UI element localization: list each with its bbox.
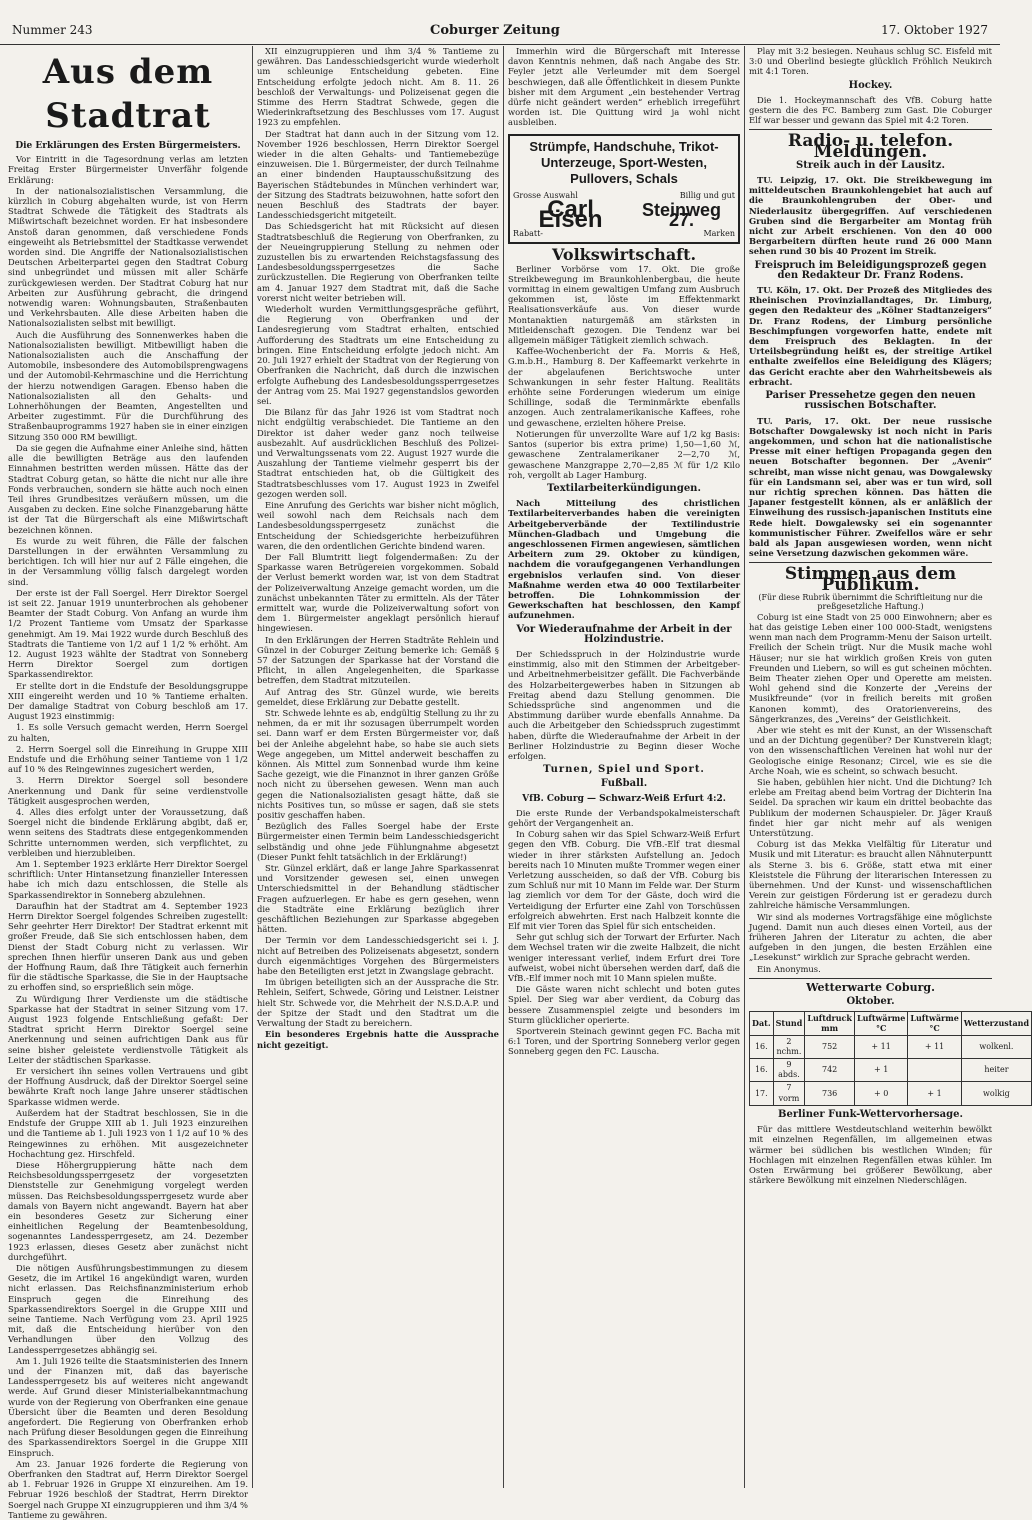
funk-title: Berliner Funk-Wettervorhersage. bbox=[778, 1108, 963, 1120]
paragraph: Wiederholt wurden Vermittlungsgespräche geführt, die Regierung von Oberfranken und der Landesregierung vom Stadtrat erhalten, entschied Aufforderung des Stadtrats um eine Entscheidung zu bringen. Eine Entscheidung erfolgte jedoch nicht. Am 20. Juli 1927 erhielt der Stadtrat von der Regierung von Oberfranken die Nachricht, daß durch die inzwischen erfolgte Aufhebung des Landesbesoldungssperrgesetzes der Antrag vom 25. Mai 1927 gegenstandslos geworden sei. bbox=[257, 304, 499, 406]
paragraph: Der Stadtrat hat dann auch in der Sitzung vom 12. November 1926 beschlossen, Herrn Direktor Soergel wieder in die alten Gehalts- und Tantiemebezüge einzuweisen. Die 1. Bürgermeister, der durch Teilnahme an einer bindenden Hauptausschußsitzung des Bayerischen Städtebundes in München verhindert war, der Sitzung des Stadtrats beizuwohnen, hatte sofort den neuen Beschluß des Stadtrats der bayer. Landesschiedsgericht mitgeteilt. bbox=[257, 128, 499, 221]
column-divider bbox=[252, 46, 253, 1488]
paragraph: In den Erklärungen der Herren Stadträte Rehlein und Günzel in der Coburger Zeitung bemerke ich: Gemäß § 57 der Satzungen der Sparkasse hat der Vorstand die Pflicht, in allen Angelegenheiten, die Sparkasse betreffen, dem Stadtrat mitzuteilen. bbox=[257, 634, 499, 686]
weather-row bbox=[750, 1082, 1032, 1105]
weather-header-cell: Stund bbox=[773, 1012, 805, 1035]
holz-body: Der Schiedsspruch in der Holzindustrie wurde einstimmig, also mit den Stimmen der Arbeitgeber- und Arbeitnehmerbeisitzer gefällt. Die Fachverbände des Holzarbeitergewerbes haben in Sitzungen ab Freitag abend dazu Stellung genommen. Die Schiedssprüche sind angenommen und die Abstimmung darüber wurde ebenfalls Annahme. Da auch die Arbeitgeber den Schiedsspruch zugestimmt haben, dürfte die Wiederaufnahme der Arbeit in der Berliner Holzindustrie zu Beginn dieser Woche erfolgen. bbox=[508, 648, 740, 761]
article-closing: Ein besonderes Ergebnis hatte die Aussprache nicht gezeitigt. bbox=[257, 1029, 499, 1050]
ad-line-3: Pullovers, Schals bbox=[570, 170, 678, 186]
paragraph: Die nötigen Ausführungsbestimmungen zu diesem Gesetz, die im Artikel 16 angekündigt waren, wurden nicht erlassen. Das Reichsfinanzministerium erhob Einspruch gegen die Einreihung des Sparkassendirektors Soergel in die Gruppe XIII und seine Tantieme. Nach Verfügung vom 23. April 1925 mit, daß die Entscheidung hierüber von den Verhandlungen über den Vollzug des Landessperrgesetzes abhängig sei. bbox=[8, 1262, 248, 1355]
weather-cell: 7 vorm bbox=[773, 1082, 805, 1105]
paragraph: Diese Höhergruppierung hätte nach dem Reichsbesoldungssperrgesetz der vorgesetzten Dienststelle zur Genehmigung vorgelegt werden müssen. Das Reichsbesoldungssperrgesetz wurde aber damals von Bayern nicht angewandt. Bayern hat aber ein besonderes Gesetz zur Sicherung einer einheitlichen Regelung der Beamtenbesoldung, sogenanntes Landessperrgesetz, am 24. Dezember 1923 erlassen, dieses Gesetz aber zunächst nicht durchgeführt. bbox=[8, 1159, 248, 1262]
paragraph: Die Bilanz für das Jahr 1926 ist vom Stadtrat noch nicht endgültig verabschiedet. Die Tantieme an den Direktor ist daher weder ganz noch teilweise ausbezahlt. Auf ausdrücklichen Beschluß des Polizei- und Verwaltungssenats vom 22. August 1927 wurde die Auszahlung der Tantieme vielmehr gesperrt bis der Stadtrat entschieden hat, ob die Gültigkeit des Stadtratsbeschlusses vom 17. August 1923 in Zweifel gezogen werden soll. bbox=[257, 407, 499, 499]
paragraph: Str. Günzel erklärt, daß er lange Jahre Sparkassenrat und Vorsitzender gewesen sei, einen unwegen Unterschiedsmittel in der Behandlung städtischer Fragen aufzuerlegen. Er habe es gern gesehen, wenn die Stadträte eine Erklärung bezüglich ihrer geschäftlichen Beziehungen zur Sparkasse abgegeben hätten. bbox=[257, 863, 499, 935]
weather-header-cell: Dat. bbox=[750, 1012, 774, 1035]
section-hockey: Hockey. bbox=[848, 79, 893, 91]
weather-cell: 742 bbox=[805, 1059, 855, 1082]
paragraph: In Coburg sahen wir das Spiel Schwarz-Weiß Erfurt gegen den VfB. Coburg. Die VfB.-Elf trat diesmal wieder in ihrer stärksten Aufstellung an. Jedoch bereits nach 10 Minuten mußte Trommer wegen einer Verletzung ausscheiden, so daß der VfB. Coburg bis zum Schluß nur mit 10 Mann im Felde war. Der Sturm lag ziemlich vor dem Tor der Gäste, doch wird die Verteidigung der Erfurter eine Zahl von Torschüssen erfolgreich abwehrten. Erst nach Halbzeit konnte die Elf mit vier Toren das Spiel für sich entscheiden. bbox=[508, 829, 740, 932]
weather-cell: 752 bbox=[805, 1035, 855, 1058]
weather-cell: 9 abds. bbox=[773, 1059, 805, 1082]
paragraph: Sportverein Steinach gewinnt gegen FC. Bacha mit 6:1 Toren, und der Sportring Sonneberg verlor gegen Sonneberg gegen den FC. Lauscha. bbox=[508, 1026, 740, 1057]
paragraph: Coburg ist eine Stadt von 25 000 Einwohnern; aber es hat das geistige Leben einer 100 000-Stadt, wenigstens wenn man nach dem Programm-Menu der Saison urteilt. Freilich der Schein trügt. Nur die Musik mache wohl Häuser; nur sie hat wirklich großen Kreis von guten Freunden und Liebern, so will es gut scheinen möchten. Beim Theater ziehen Oper und Operette am meisten. Wohl gehend sind die Konzerte der „Vereins der Musikfreunde“ (vor in freilich bereits mit großen Kanonen kommt), des Oratorienvereins, des Sängerkranzes, des „Vereins“ der Geistlichkeit. bbox=[749, 611, 992, 724]
paragraph: Coburg ist das Mekka Vielfältig für Literatur und Musik und mit Literatur: es braucht allen Nähnuterpuntt als Sterne 3. bis 6. Größe, statt etwa mit einer Kleiststele die Führung der literarischen Interessen zu übernehmen. Und der Kunst- und wissenschaftlichen Verein zur geistigen Förderung ist er geradezu durch zahlreiche hämische Versammlungen. bbox=[749, 839, 992, 911]
paragraph: 1. Es solle Versuch gemacht werden, Herrn Soergel zu halten, bbox=[8, 722, 248, 743]
paragraph: Er stellte dort in die Endstufe der Besoldungsgruppe XIII eingereiht werden und 10 % Tantieme erhalten. Der damalige Stadtrat von Coburg beschloß am 17. August 1923 einstimmig: bbox=[8, 680, 248, 722]
weather-month: Oktober. bbox=[846, 996, 895, 1008]
paragraph: Vor Eintritt in die Tagesordnung verlas am letzten Freitag Erster Bürgermeister Unverfähr folgende Erklärung: bbox=[8, 154, 248, 185]
paris-title: Pariser Pressehetze gegen den neuen russischen Botschafter. bbox=[765, 390, 976, 412]
weather-cell: 17. bbox=[750, 1082, 774, 1105]
paris-body: TU. Paris, 17. Okt. Der neue russische Botschafter Dowgalewsky ist noch nicht in Paris angekommen, und schon hat die nationalistische Presse mit einer heftigen Propaganda gegen den neuen Botschafter begonnen. Der „Avenir“ schreibt, man wisse nicht genau, was Dowgalewsky für ein Landsmann sei, aber was er tun wird, soll nur richtig sprechen können. Das hätten die Japaner festgestellt können, als er anläßlich der Einweihung des russisch-japanischen Instituts eine Rede hielt. Dowgalewsky sei ein sogenannter kommunistischer Führer. Zweifellos wäre er sehr bald als Japan ausgewiesen worden, wenn nicht seine Versetzung dazwischen gekommen wäre. bbox=[749, 415, 992, 559]
column-stadtrat-part2 bbox=[257, 46, 499, 1486]
publikum-body bbox=[749, 612, 992, 974]
paragraph: Er versichert ihn seines vollen Vertrauens und gibt der Hoffnung Ausdruck, daß der Direktor Soergel seine bewährte Kraft noch lange Jahre unserer städtischen Sparkasse widmen werde. bbox=[8, 1066, 248, 1107]
ad-line-1: Strümpfe, Handschuhe, Trikot- bbox=[529, 138, 719, 154]
match-headline: VfB. Coburg — Schwarz-Weiß Erfurt 4:2. bbox=[522, 793, 726, 804]
weather-cell: + 1 bbox=[854, 1059, 907, 1082]
weather-cell: 2 nchm. bbox=[773, 1035, 805, 1058]
paragraph: Der Fall Blumtritt liegt folgendermaßen: Zu der Sparkasse waren Betrügereien vorgekommen. Sobald der Verlust bemerkt worden war, ist von dem Stadtrat der Polizeiverwaltung Anzeige gemacht worden, um die zunächst unbekannten Täter zu ermitteln. Als der Täter ermittelt war, wurde die Polizeiverwaltung sofort von dem 1. Bürgermeister angeklagt persönlich hierauf hingewiesen. bbox=[257, 551, 499, 634]
column-news-public bbox=[749, 46, 1030, 1486]
section-volkswirtschaft: Volkswirtschaft. bbox=[551, 245, 697, 265]
weather-header-cell: Luftdruck mm bbox=[805, 1012, 855, 1035]
paragraph: Ein Anonymus. bbox=[757, 963, 821, 974]
paragraph: Daraufhin hat der Stadtrat am 4. September 1923 Herrn Direktor Soergel folgendes Schreiben zugestellt: Sehr geehrter Herr Direktor! Der Stadtrat erkennt mit großer Freude, daß Sie sich entschlossen haben, dem Dienst der Stadt Coburg nicht zu verlassen. Wir sprechen Ihnen hierfür unseren Dank aus und geben der Hoffnung Raum, daß Ihre Tätigkeit auch fernerhin für die städtische Sparkasse, die Sie in der Hauptsache zu erhoffen sind, so ersprießlich sein möge. bbox=[8, 900, 248, 993]
paragraph: Auch die Ausführung des Sonnenwerkes haben die Nationalsozialisten bewilligt. Mitbewilligt haben die Nationalsozialisten auch die Anschaffung der Automobile, insbesondere des Automobilsprengwagens und der Automobil-Kehrmaschine und die Herrichtung der hierzu notwendigen Garagen. Ebenso haben die Nationalsozialisten all den Gehalts- und Lohnerhöhungen der Beamten, Angestellten und Arbeiter zugestimmt. Für die Durchführung des Straßenbauprogramms 1927 haben sie in einer einzigen Sitzung 350 000 RM bewilligt. bbox=[8, 329, 248, 442]
newspaper-name: Coburger Zeitung bbox=[430, 23, 560, 38]
ad-left-bottom: Rabatt- bbox=[513, 229, 543, 239]
freispruch-title: Freispruch im Beleidigungsprozeß gegen den Redakteur Dr. Franz Rodens. bbox=[754, 259, 987, 281]
paragraph: XII einzugruppieren und ihm 3/4 % Tantieme zu gewähren. Das Landesschiedsgericht wurde wiederholt um schleunige Entscheidung gebeten. Eine Entscheidung erfolgte jedoch nicht. Am 8. 11. 26 beschloß der Verwaltungs- und Polizeisenat gegen die Stimme des Herrn Stadtrat Schwede, gegen die Wiederinkraftsetzung des Beschlusses vom 17. August 1923 zu empfehlen. bbox=[257, 46, 499, 128]
ad-left-top: Grosse Auswahl bbox=[513, 190, 578, 200]
paragraph: Am 1. Juli 1926 teilte die Staatsministerien des Innern und der Finanzen mit, daß das bayerische Landessperrgesetz bis auf weiteres nicht angewandt werde. Auf Grund dieser Ministerialbekanntmachung wurde von der Regierung von Oberfranken eine genaue Übersicht über die Beamten und deren Besoldung angefordert. Die Regierung von Oberfranken erhob nach Prüfung dieser Besoldungen gegen die Einreihung des Sparkassendirektors Soergel in die Gruppe XIII Einspruch. bbox=[8, 1355, 248, 1458]
section-publikum: Stimmen aus dem Publikum. bbox=[784, 564, 957, 595]
ad-street: Steinweg 27. bbox=[642, 199, 722, 231]
economy-body bbox=[508, 264, 740, 480]
section-radio: Radio- u. telefon. Meldungen. bbox=[787, 131, 954, 162]
paragraph: Im übrigen beteiligten sich an der Aussprache die Str. Rehlein, Seifert, Schwede, Göring und Leistner. Leistner hielt Str. Schwede vor, die Mehrheit der N.S.D.A.P. und der Spitze der Stadt und den Stadtrat um die Verwaltung der Stadt zu bereichern. bbox=[257, 977, 499, 1029]
weather-cell: + 0 bbox=[854, 1082, 907, 1105]
paragraph: Der Termin vor dem Landesschiedsgericht sei i. J. nicht auf Betreiben des Polizeisenats abgesetzt, sondern durch eigenmächtiges Vorgehen des Bürgermeisters habe den Beteiligten erst jetzt in Zwangslage gebracht. bbox=[257, 935, 499, 977]
weather-cell bbox=[908, 1059, 961, 1082]
paragraph: Str. Schwede lehnte es ab, endgültig Stellung zu ihr zu nehmen, da er mit ihr sozusagen überrumpelt worden sei. Dann warf er dem Ersten Bürgermeister vor, daß bei der Anleihe abgelehnt habe, so habe sie auch siets Wege angegeben, um Mittel anderweit beschaffen zu können. Als Mittel zum Sonnenbad wurde ihm keine Sache gezeigt, wie die Finanznot in ihrer ganzen Größe noch nicht zu übersehen gewesen. Wenn man auch gegen die Nationalsozialisten gesagt hätte, daß sie nichts Positives tun, so müsse er sagen, daß sie stets positiv geschaffen haben. bbox=[257, 708, 499, 821]
section-sport: Turnen, Spiel und Sport. bbox=[543, 764, 705, 776]
weather-cell: 16. bbox=[750, 1035, 774, 1058]
paragraph: Berliner Vorbörse vom 17. Okt. Die große Streikbewegung im Braunkohlenbergbau, die heute vormittag in einem gewaltigen Umfang zum Ausbruch gekommen ist, löste im Effektenmarkt Realisationsverkäufe aus. Von dieser wurde Montanaktien naturgemäß am stärksten in Mitleidenschaft gezogen. Die Tendenz war bei allgemein mäßiger Tätigkeit ziemlich schwach. bbox=[508, 263, 740, 346]
sport-continued: Play mit 3:2 besiegen. Neuhaus schlug SC. Eisfeld mit 3:0 und Oberlind besiegte glücklich Fröhlich Neukirch mit 4:1 Toren. bbox=[749, 46, 992, 77]
stadtrat-intro: Immerhin wird die Bürgerschaft mit Interesse davon Kenntnis nehmen, daß nach Angabe des Str. Feyler jetzt alle Verleumder mit dem Soergel beschwiegen, daß alle Öffentlichkeit in diesem Punkte bisher mit dem Argument „ein bestehender Vertrag dürfe nicht geändert werden“ erheblich irregeführt worden ist. Die Quittung wird ja wohl nicht ausbleiben. bbox=[508, 46, 740, 128]
paragraph: Außerdem hat der Stadtrat beschlossen, Sie in die Endstufe der Gruppe XIII ab 1. Juli 1923 einzureihen und die Tantieme ab 1. Juli 1923 von 1 1/2 auf 10 % des Reingewinnes zu erhöhen. Mit ausgezeichneter Hochachtung gez. Hirschfeld. bbox=[8, 1107, 248, 1159]
article-title: Aus dem Stadtrat bbox=[42, 52, 214, 136]
weather-header-cell: Wetterzustand bbox=[961, 1012, 1031, 1035]
section-holz: Vor Wiederaufnahme der Arbeit in der Holzindustrie. bbox=[516, 623, 732, 645]
weather-header-cell: Luftwärme °C bbox=[908, 1012, 961, 1035]
paragraph: Kaffee-Wochenbericht der Fa. Morris & Heß, G.m.b.H., Hamburg 8. Der Kaffeemarkt verkehrte in der abgelaufenen Berichtswoche unter Schwankungen in sehr fester Haltung. Realitäts erhöhte seine Forderungen wiederum um einige Schillinge, sodaß die Terminmärkte ebenfalls anzogen. Auch zentralamerikanische Kaffees, rohe und gewaschene, erzielten höhere Preise. bbox=[508, 346, 740, 428]
ad-right-top: Billig und gut bbox=[679, 190, 735, 200]
paragraph: Notierungen für unverzollte Ware auf 1/2 kg Basis: Santos (superior bis extra prime) 1,50—1,60 ℳ, gewaschene Zentralamerikaner 2—2,70 ℳ, gewaschene Manzgrappe 2,70—2,85 ℳ für 1/2 Kilo roh, vergollt ab Lager Hamburg. bbox=[508, 428, 740, 480]
paragraph: Sie haben, gebühlen hier nicht. Und die Dichtung? Ich erlebe am Freitag abend beim Vortrag der Dichterin Ina Seidel. Da sprachen wir kaum ein drittel beobachte das Publikum der modernen Schauspieler. Dr. Jäger Krauß findet hier gar nicht mehr auf als wenigen Unterstützung. bbox=[749, 777, 992, 839]
paragraph: Am 1. September 1923 erklärte Herr Direktor Soergel schriftlich: Unter Hintansetzung finanzieller Interessen habe ich mich dazu entschlossen, die Stelle als Sparkassendirektor in Sonneberg abzulehnen. bbox=[8, 859, 248, 900]
article-body bbox=[8, 154, 248, 1520]
paragraph: Die Gäste waren nicht schlecht und boten gutes Spiel. Der Sieg war aber verdient, da Coburg das bessere Zusammenspiel zeigte und besonders im Sturm glücklicher operierte. bbox=[508, 984, 740, 1025]
weather-header-cell: Luftwärme °C bbox=[854, 1012, 907, 1035]
weather-cell: heiter bbox=[961, 1059, 1031, 1082]
streik-body: TU. Leipzig, 17. Okt. Die Streikbewegung im mitteldeutschen Braunkohlengebiet hat auch auf die Braunkohlengruben der Ober- und Niederlausitz übergegriffen. Auf verschiedenen Gruben sind die Bergarbeiter am Montag früh nicht zur Arbeit erschienen. Von den 40 000 Bergarbeitern dürften heute rund 26 000 Mann sehen rund 30 bis 40 Prozent im Streik. bbox=[749, 175, 992, 257]
weather-cell: 16. bbox=[750, 1059, 774, 1082]
weather-cell: + 1 bbox=[908, 1082, 961, 1105]
page-header bbox=[0, 0, 1000, 45]
weather-cell: 736 bbox=[805, 1082, 855, 1105]
freispruch-body: TU. Köln, 17. Okt. Der Prozeß des Mitgliedes des Rheinischen Provinziallandtages, Dr. Limburg, gegen den Redakteur des „Kölner Stadtanzeigers“ Dr. Franz Rodens, der Limburg persönliche Beschimpfungen vorgeworfen hatte, endete mit dem Freispruch des Beklagten. In der Urteilsbegründung heißt es, der streitige Artikel enthalte zweifellos eine Beleidigung des Klägers; das Gericht erachte aber den Wahrheitsbeweis als erbracht. bbox=[749, 285, 992, 387]
funk-body: Für das mittlere Westdeutschland weiterhin bewölkt mit einzelnen Regenfällen, im allgemeinen etwas wärmer bei südlichen bis westlichen Winden; für Hochlagen mit einzelnen Regenfällen etwas kühler. Im Osten Erwärmung bei größerer Bewölkung, aber stärkere Bewölkung mit einzelnen Niederschlägen. bbox=[749, 1124, 992, 1186]
section-fussball: Fußball. bbox=[600, 778, 648, 790]
weather-row bbox=[750, 1035, 1032, 1058]
hockey-body: Die 1. Hockeymannschaft des VfB. Coburg hatte gestern die des FC. Bamberg zum Gast. Die Coburger Elf war besser und gewann das Spiel mit 4:2 Toren. bbox=[749, 94, 992, 126]
weather-cell: wolkenl. bbox=[961, 1035, 1031, 1058]
weather-table bbox=[749, 1011, 1032, 1106]
paragraph: Wir sind als modernes Vortragsfähige eine möglichste Jugend. Damit nun auch dieses einen Vorteil, aus der früheren Jahren der Literatur zu achten, die aber aufgeben in den jungen, die besten Erzählen eine „Lesekunst“ wirklich zur Sprache gebracht werden. bbox=[749, 911, 992, 963]
paragraph: Die erste Runde der Verbandspokalmeisterschaft gehört der Vergangenheit an. bbox=[508, 807, 740, 828]
textil-body: Nach Mitteilung des christlichen Textilarbeiterverbandes haben die vereinigten Arbeitgeberverbände der Textilindustrie München-Gladbach und Umgebung die angeschlossenen Firmen angewiesen, sämtlichen Arbeitern zum 29. Oktober zu kündigen, nachdem die voraufgegangenen Verhandlungen ergebnislos verlaufen sind. Von dieser Maßnahme werden etwa 40 000 Textilarbeiter betroffen. Die Lohnkommission der Gewerkschaften hat beschlossen, den Kampf aufzunehmen. bbox=[508, 498, 740, 621]
paragraph: Da sie gegen die Aufnahme einer Anleihe sind, hätten alle die bewilligten Beträge aus den laufenden Einnahmen bestritten werden müssen. Hätte das der Stadtrat Coburg getan, so hätte die nicht nur alle ihre Fonds verbrauchen, sondern sie hätte auch noch einen Teil ihres Grundbesitzes veräußern müssen, um die Ausgaben zu decken. Eine solche Finanzgebarung hätte ist der Tat die Bürgerschaft als eine Mißwirtschaft bezeichnen können. bbox=[8, 442, 248, 535]
weather-cell: wolkig bbox=[961, 1082, 1031, 1105]
issue-date: 17. Oktober 1927 bbox=[881, 23, 988, 37]
paragraph: Sehr gut schlug sich der Torwart der Erfurter. Nach dem Wechsel traten wir die zweite Halbzeit, die nicht weniger interessant verlief, indem Erfurt drei Tore aufweist, wobei nicht übersehen werden darf, daß die VfB.-Elf immer noch mit 10 Mann spielen mußte. bbox=[508, 932, 740, 984]
weather-row bbox=[750, 1059, 1032, 1082]
weather-cell: + 11 bbox=[854, 1035, 907, 1058]
article-subtitle: Die Erklärungen des Ersten Bürgermeisters. bbox=[15, 141, 241, 151]
column-stadtrat-part1 bbox=[8, 46, 248, 1520]
advertisement-carl-eisen bbox=[508, 134, 740, 245]
sport-body bbox=[508, 808, 740, 1057]
article-body-continued bbox=[257, 46, 499, 1028]
section-textil: Textilarbeiterkündigungen. bbox=[547, 482, 701, 494]
paragraph: Der erste ist der Fall Soergel. Herr Direktor Soergel ist seit 22. Januar 1919 ununterbrochen als gehobener Beamter der Stadt Coburg. Von Anfang an wurde ihm 1/2 Prozent Tantieme vom Umsatz der Sparkasse genehmigt. Am 19. Mai 1922 wurde durch Beschluß des Stadtrats die Tantieme von 1/2 auf 1 1/2 % erhöht. Am 12. August 1923 wählte der Stadtrat von Sonneberg Herrn Direktor Soergel zum dortigen Sparkassendirektor. bbox=[8, 587, 248, 680]
paragraph: Auf Antrag des Str. Günzel wurde, wie bereits gemeldet, diese Erklärung zur Debatte gestellt. bbox=[257, 686, 499, 707]
ad-right-bottom: Marken bbox=[703, 229, 735, 239]
paragraph: Das Schiedsgericht hat mit Rücksicht auf diesen Stadtratsbeschluß die Regierung von Oberfranken, zu der Neueingruppierung Stellung zu nehmen oder zuzustellen bis zu erwartenden Reichstagsfassung des Landesbesoldungssperrgesetzes die Sache zurückzustellen. Die Regierung von Oberfranken teilte am 4. Januar 1927 dem Stadtrat mit, daß die Sache vorerst nicht weiter betrieben will. bbox=[257, 221, 499, 303]
weather-title: Wetterwarte Coburg. bbox=[806, 980, 935, 994]
paragraph: Zu Würdigung Ihrer Verdienste um die städtische Sparkasse hat der Stadtrat in seiner Sitzung vom 17. August 1923 folgende Entschließung gefaßt: Der Stadtrat spricht Herrn Direktor Soergel seine Anerkennung und seinen aufrichtigen Dank aus für seine bisher geleistete verdienstvolle Tätigkeit als Leiter der städtischen Sparkasse. bbox=[8, 993, 248, 1065]
column-divider bbox=[503, 46, 504, 1488]
ad-line-2: Unterzeuge, Sport-Westen, bbox=[541, 154, 707, 170]
paragraph: Am 23. Januar 1926 forderte die Regierung von Oberfranken den Stadtrat auf, Herrn Direktor Soergel ab 1. Februar 1926 in Gruppe XI einzureihen. Am 19. Februar 1926 beschloß der Stadtrat, Herrn Direktor Soergel nach Gruppe XI einzugruppieren und ihm 3/4 % Tantieme zu gewähren. bbox=[8, 1458, 248, 1520]
column-divider bbox=[744, 46, 745, 1488]
paragraph: Aber wie steht es mit der Kunst, an der Wissenschaft und an der Dichtung gegenüber? Der Kunstverein klagt; von den wissenschaftlichen Vereinen hat wohl nur der Geologische einige Resonanz; Circel, wie es sie die Arche Noah, wie es scheint, so schwach besucht. bbox=[749, 724, 992, 776]
issue-number: Nummer 243 bbox=[12, 23, 93, 37]
paragraph: Bezüglich des Falles Soergel habe der Erste Bürgermeister einen Termin beim Landesschiedsgericht selbständig und ohne jede Fühlungnahme abgesetzt (Dieser Punkt fehlt tatsächlich in der Erklärung!) bbox=[257, 821, 499, 862]
paragraph: 2. Herrn Soergel soll die Einreihung in Gruppe XIII Endstufe und die Erhöhung seiner Tantieme von 1 1/2 auf 10 % des Reingewinnes zugesichert werden, bbox=[8, 743, 248, 775]
paragraph: 3. Herrn Direktor Soergel soll besondere Anerkennung und Dank für seine verdienstvolle Tätigkeit ausgesprochen werden, bbox=[8, 775, 248, 806]
ad-company-name: Carl Eisen bbox=[538, 195, 603, 234]
paragraph: Es wurde zu weit führen, die Fälle der falschen Darstellungen in der erwähnten Versammlung zu berichtigen. Ich will hier nur auf 2 Fälle eingehen, die in der Versammlung völlig falsch dargelegt worden sind. bbox=[8, 535, 248, 587]
weather-cell: + 11 bbox=[908, 1035, 961, 1058]
paragraph: In der nationalsozialistischen Versammlung, die kürzlich in Coburg abgehalten wurde, ist von Herrn Stadtrat Schwede die Tätigkeit des Stadtrats als Mißwirtschaft bezeichnet worden. Er hat insbesondere Anstoß daran genommen, daß verschiedene Fonds eingeweiht als Betriebsmittel der Stadtkasse verwendet worden sind. Die Angriffe der Nationalsozialistischen Deutschen Arbeiterpartei gegen den Stadtrat Coburg sind unbegründet und müssen mit aller Schärfe zurückgewiesen werden. Der Stadtrat Coburg hat nur Arbeiten zur Ausführung gebracht, die dringend notwendig waren: Wohnungsbauten, Straßenbauten und Verkehrsbauten. Alle diese Arbeiten haben die Nationalsozialisten selbst mit bewilligt. bbox=[8, 185, 248, 329]
paragraph: 4. Alles dies erfolgt unter der Voraussetzung, daß Soergel nicht die bindende Erklärung abgibt, daß er, wenn seitens des Stadtrats diese entgegenkommenden Schritte unternommen werden, sich verpflichtet, zu verbleiben und hierzubleiben. bbox=[8, 807, 248, 858]
publikum-note: (Für diese Rubrik übernimmt die Schriftleitung nur die preßgesetzliche Haftung.) bbox=[758, 592, 983, 612]
streik-title: Streik auch in der Lausitz. bbox=[796, 159, 945, 171]
column-economy-sport bbox=[508, 46, 740, 1486]
paragraph: Eine Anrufung des Gerichts war bisher nicht möglich, weil sowohl nach dem Reichsals nach dem Landesbesoldungssperrgesetz zunächst die Entscheidung der Schiedsgerichte herbeizuführen waren, die den ordentlichen Gerichte bindend waren. bbox=[257, 499, 499, 551]
